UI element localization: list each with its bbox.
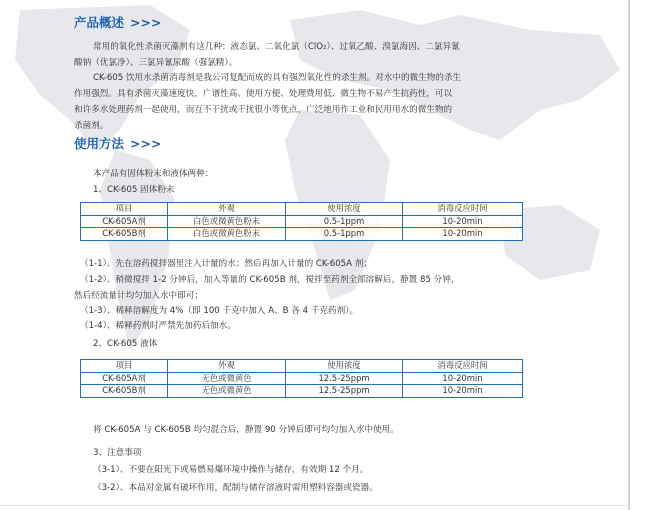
- overview-paragraph-2-line-2: 作用强烈。具有杀菌灭藻速度快，广谱性高、使用方便、处理费用低、微生物不易产生抗药性，可以: [74, 89, 453, 99]
- overview-paragraph-2-line-1: CK-605 饮用水杀菌消毒剂是我公司复配而成的具有强烈氧化性的杀生剂。对水中的微生物的杀生: [93, 73, 462, 83]
- table-cell: 0.5-1ppm: [286, 215, 403, 228]
- overview-paragraph-1-line-1: 常用的氧化性杀菌灭藻剂有这几种：液态氯、二氧化氯（ClO₂）、过氧乙酸、溴氯海因、二氯异氰: [93, 42, 460, 52]
- table-header-row: [81, 203, 523, 216]
- overview-paragraph-1-line-2: 酸钠（优氯净）、三氯异氰尿酸（强氯精）。: [74, 58, 238, 68]
- header-item: 项目: [81, 203, 168, 216]
- overview-paragraph-2-line-4: 杀菌剂。: [74, 121, 109, 131]
- table-cell: 10-20min: [403, 385, 523, 398]
- section-heading-overview: 产品概述 >>>: [74, 15, 162, 30]
- section-heading-usage: 使用方法 >>>: [74, 136, 162, 151]
- table-cell: 10-20min: [403, 215, 523, 228]
- table-row: [81, 228, 523, 241]
- table-row: [81, 385, 523, 398]
- header-reaction-time: 消毒反应时间: [403, 360, 523, 373]
- header-item: 项目: [81, 360, 168, 373]
- table-cell: 白色或微黄色粉末: [168, 215, 286, 228]
- mix-instruction: 将 CK-605A 与 CK-605B 均匀混合后，静置 90 分钟后即可均匀加入水中使用。: [93, 425, 399, 435]
- note-3-1: （3-1）、不要在阳光下或易燃易爆环境中操作与储存，有效期 12 个月。: [93, 465, 369, 475]
- step-1-3: （1-3）、稀释溶解度为 4%（即 100 千克中加入 A、B 各 4 千克药剂）。: [80, 306, 359, 316]
- table-header-row: [81, 360, 523, 373]
- header-reaction-time: 消毒反应时间: [403, 203, 523, 216]
- table-cell: CK-605A剂: [81, 372, 168, 385]
- table-cell: CK-605B剂: [81, 385, 168, 398]
- table-row: [81, 215, 523, 228]
- table-row: [81, 372, 523, 385]
- table-cell: CK-605B剂: [81, 228, 168, 241]
- header-concentration: 使用浓度: [286, 360, 403, 373]
- table-cell: 无色或微黄色: [168, 385, 286, 398]
- note-3-2: （3-2）、本品对金属有破坏作用，配制与储存溶液时需用塑料容器或瓷器。: [93, 483, 378, 493]
- step-1-2-line-1: （1-2）、稍微搅拌 1-2 分钟后，加入等量的 CK-605B 剂，搅拌至药剂全部溶解后，静置 85 分钟，: [80, 275, 460, 285]
- table-cell: 白色或微黄色粉末: [168, 228, 286, 241]
- table-cell: 无色或微黄色: [168, 372, 286, 385]
- liquid-title: 2、CK-605 液体: [93, 339, 158, 349]
- table-cell: CK-605A剂: [81, 215, 168, 228]
- solid-powder-title: 1、CK-605 固体粉末: [93, 185, 175, 195]
- header-concentration: 使用浓度: [286, 203, 403, 216]
- table-cell: 10-20min: [403, 228, 523, 241]
- step-1-1: （1-1）、先在溶药搅拌器里注入计量的水；然后再加入计量的 CK-605A 剂；: [80, 259, 372, 269]
- table-cell: 0.5-1ppm: [286, 228, 403, 241]
- step-1-2-line-2: 然后经流量计均匀加入水中即可；: [74, 291, 203, 301]
- solid-spec-table: [80, 202, 523, 241]
- notes-title: 3、注意事项: [93, 448, 142, 458]
- step-1-4: （1-4）、稀释药剂时严禁先加药后加水。: [80, 321, 236, 331]
- header-appearance: 外观: [168, 203, 286, 216]
- usage-intro: 本产品有固体粉末和液体两种：: [93, 169, 214, 179]
- table-cell: 12.5-25ppm: [286, 372, 403, 385]
- overview-paragraph-2-line-3: 和许多水处理药剂一起使用，而互不干扰或干扰很小等优点，广泛地用作工业和民用用水的微生物的: [74, 105, 453, 115]
- table-cell: 12.5-25ppm: [286, 385, 403, 398]
- header-appearance: 外观: [168, 360, 286, 373]
- liquid-spec-table: [80, 359, 523, 398]
- table-cell: 10-20min: [403, 372, 523, 385]
